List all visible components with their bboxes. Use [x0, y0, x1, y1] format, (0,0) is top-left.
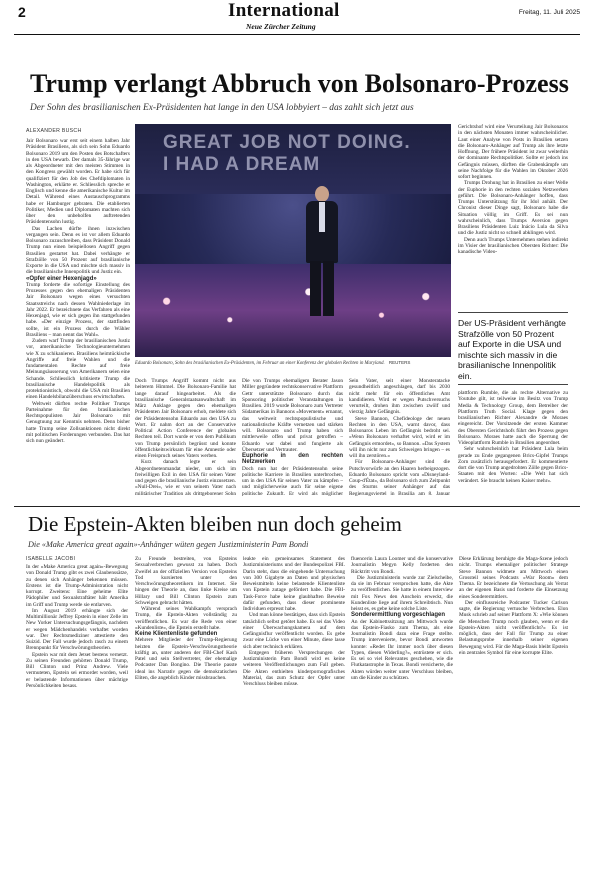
article2-paragraph: leakte ein gemeinsames Statement des Justizministeriums und der Bundespolizei FBI. Darin steht, dass die eingehende Untersuchung von 300 Gigabyte an Daten und physischen Beweismitteln keine belastende Klientenliste von Epstein zutage gefördert habe. Die FBI-Task-Force habe keine glaubhaften Beweise dafür gefunden, dass dieser prominente Individuen erpresst habe. — [243, 556, 345, 612]
article2-paragraph: Im August 2019 erhängte sich der Multimillionär Jeffrey Epstein in einer Zelle im New Yorker Untersuchungsgefängnis, nachdem er wegen Mädchenhandels verhaftet worden war. Der Rechtsmediziner attestierte den Suizid. Der Fall wurde jedoch rasch zu einem Brennpunkt für Verschwörungstheorien. — [26, 607, 128, 652]
speaker-figure — [303, 186, 341, 316]
crowd-lights — [135, 264, 451, 357]
article2-paragraph: Zu Freunde bestreiten, von Epsteins Sexualverbrechen gewusst zu haben. Doch Zweifel an der offiziellen Version von Epsteins Tod kursierten unter den Verschwörungstheoretikern im Internet. Sie hingen der Theorie an, dass linke Kreise um Hillary und Bill Clinton Epstein zum Schweigen gebracht hätten. — [135, 556, 237, 606]
article1-subhead: Der Sohn des brasilianischen Ex-Präsidenten hat lange in den USA lobbyiert – das zahlt sich jetzt aus — [30, 103, 414, 113]
masthead-rule — [14, 34, 580, 35]
newspaper-name: Neue Zürcher Zeitung — [246, 22, 316, 31]
article1-paragraph: Jair Bolsonaro war erst seit einem halben Jahr Präsident Brasiliens, als sich sein Sohn Eduardo Bolsonaro 2019 um den Posten des Botschafters in den USA bewarb. Der damals 35-Jährige war als Abgeordneter mit den meisten Stimmen in den Kongress gewählt worden. Er habe sich für qualifiziert für den Job des Chefdiplomaten in Washington, erklärte er. Schliesslich spreche er Englisch und kenne die amerikanische Kultur im Detail. Während eines Austauschprogramms habe er Hamburger gebraten. Die etablierten Politiker, Medien und Diplomaten machten sich über den unbeholfen auftretenden Präsidentensohn lustig. — [26, 138, 130, 226]
photo-credit: REUTERS — [388, 360, 411, 365]
article2-author: ISABELLE JACOBI — [26, 556, 76, 562]
page-number: 2 — [18, 4, 26, 20]
article1-paragraph: Zudem warf Trump der brasilianischen Justiz vor, amerikanische Technologieunternehmen wie X zu schikanieren. Brasiliens heimtückische Angriffe auf freie Wahlen und die fundamentalen Rechte auf freie Meinungsäusserung von Amerikanern seien eine Schande. Schliesslich kritisierte Trump die brasilianische Handelspolitik als protektionistisch, obwohl die USA mit Brasilien einen Handelsbilanzüberschuss erwirtschaften. — [26, 338, 130, 401]
article2-paragraph: Entgegen früheren Versprechungen der Justizministerin Pam Bondi wird es keine weiteren Veröffentlichungen zum Fall geben. Die Akten enthielten kinderpornografisches Material, das zum Schutz der Opfer unter Verschluss bleiben müsse. — [243, 649, 345, 687]
article1-headline: Trump verlangt Abbruch von Bolsonaro-Prozess — [30, 69, 569, 98]
article2-column-2 — [135, 556, 237, 864]
article1-paragraph: Die von Trumps ehemaligem Berater Jason Miller gegründete rechtskonservative Plattform Gettr unterstützte Bolsonaro durch das Sponsoring politischer Veranstaltungen in Brasilien. 2019 wurde Bolsonaro zum Vertreter Südamerikas in Bannons «Movement» ernannt, das weltweit rechtspopulistische und nationalistische Kräfte vernetzen und stärken will. Bolsonaro und Trump haben sich mittlerweile offen und privat getroffen – Eduardo war dabei und fungierte als Übersetzer und Vertrauter. — [242, 378, 343, 453]
article1-column-5-bottom — [458, 390, 568, 496]
screen-slogan: GREAT JOB NOT DOING. I HAD A DREAM — [163, 132, 411, 175]
article1-paragraph: Für Bolsonaro-Anhänger sind die Putschvorwürfe an den Haaren herbeigezogen. Eduardo Bolsonaro spricht vom «Disneyland-Coup-d'État», da Bolsonaro sich zum Zeitpunkt des Sturms seiner Anhänger auf das Regierungsviertel in Brasilia am 8. Januar — [349, 459, 450, 496]
section-title: International — [228, 0, 340, 21]
article1-paragraph: Doch Trumps Angriff kommt nicht aus heiterem Himmel. Die Bolsonaro-Familie hat lange darauf hingearbeitet. Als die brasilianische Generalstaatsanwaltschaft im März Anklage gegen den ehemaligen Präsidenten Jair Bolsonaro erhob, meldete sich der Präsidentensohn Eduardo aus den USA zu Wort. Er nahm dort an der Conservative Political Action Conference der globalen Rechten teil. Dort wurde er von dem Publikum von Trump persönlich begrüsst und konnte öffentlichkeitswirksam für eine Amnestie oder einen Freispruch seines Vaters werben. — [135, 378, 236, 459]
article1-paragraph: Denn auch Trumps Unternehmen stehen indirekt im Visier der brasilianischen Obersten Richter: Die kanadische Video- — [458, 236, 568, 255]
article1-paragraph: Sehr wahrscheinlich hat Präsident Lula beim gerade zu Ende gegangenen Brics-Gipfel Trumps Zorn zusätzlich herausgefordert. Er kommentierte dort die von Trump angedrohten Zölle gegen Brics-Staaten mit den Worten: «Die Welt hat sich verändert. Sie braucht keinen Kaiser mehr». — [458, 446, 568, 484]
article1-paragraph: Kurz danach legte er sein Abgeordnetenmandat nieder, um sich im freiwilligen Exil in den USA für seinen Vater und gegen die brasilianische Justiz einzusetzen. «Null-Drei», wie er von seinem Vater nach militärischer Tradition als drittgeborener Sohn — [135, 459, 236, 496]
article2-column-3 — [243, 556, 345, 864]
article1-paragraph: Trump forderte die sofortige Einstellung des Prozesses gegen den ehemaligen Präsidenten Jair Bolsonaro wegen eines versuchten Staatsstreichs nach dessen Wahlniederlage im Jahr 2022. Er bezeichnete das Verfahren als eine Hexenjagd, wie er sich gegen ihn stattgefunden habe. «Der einzige Prozess, der stattfinden sollte, ist ein Prozess durch die Wähler Brasiliens – man nennt das Wahl». — [26, 281, 130, 338]
article2-paragraph: Die Justizministerin wurde zur Zielscheibe, da sie im Februar versprochen hatte, die Akte zu veröffentlichen. Sie hatte in einem Interview mit Fox News den Anschein erweckt, die Kundenliste liege auf ihrem Schreibtisch. Nun heisst es, es gebe keine solche Liste. — [351, 574, 453, 612]
article1-column-3 — [242, 378, 343, 496]
article1-subheading-euphorie: Euphorie in den rechten Netzwerken — [242, 453, 343, 466]
article1-paragraph: plattform Rumble, die als rechte Alternative zu Youtube gilt, ist teilweise im Besitz von Trump Media & Technology Group, dem Betreiber der Plattform Truth Social. Klage gegen den brasilianischen Richter Alexandre de Moraes eingereicht. Der Vorsitzende der ersten Kammer des Obersten Gerichtshofs führt den Prozess gegen Bolsonaro. Moraes hatte auch die Sperrung der Videoplattform Rumble in Brasilien angeordnet. — [458, 390, 568, 446]
article2-subhead: Die «Make America great again»-Anhänger wüten gegen Justizministerin Pam Bondi — [28, 540, 309, 549]
article1-column-4 — [349, 378, 450, 496]
article2-paragraph: Und man könne bestätigen, dass sich Epstein tatsächlich selbst getötet habe. Es sei das Video einer Überwachungskamera auf dem Gefängnisflur veröffentlicht worden. Es gebe zwar eine Lücke von einer Minute, diese lasse sich aber technisch erklären. — [243, 612, 345, 650]
issue-date: Freitag, 11. Juli 2025 — [518, 9, 580, 16]
article2-subheading-sonderermittlung: Sonderermittlung vorgeschlagen — [351, 612, 446, 619]
article2-paragraph: fluencerin Laura Loomer und die konservative Journalistin Megyn Kelly forderten den Rücktritt von Bondi. — [351, 556, 453, 575]
caption-text: Eduardo Bolsonaro, Sohn des brasilianischen Ex-Präsidenten, im Februar an einer Konferenz der globalen Rechten in Maryland. — [135, 361, 385, 366]
pull-quote-rule-top — [458, 312, 568, 313]
article2-paragraph: Diese Erklärung beruhigte die Maga-Szene jedoch nicht. Trumps ehemaliger politischer Stratege Steve Bannon widmete am Mittwoch einen Grossteil seines Podcasts «War Room» dem Thema. Er bezeichnete die Vertuschung als Verrat an der eigenen Basis und forderte die Einsetzung eines Sonderermittlers. — [459, 556, 568, 600]
article2-paragraph: Während seines Wahlkampfs versprach Trump, die Epstein-Akten vollständig zu veröffentlichen. Es war die Rede von einer «Kundenliste», die Epstein erstellt habe. — [135, 606, 237, 631]
article2-subheading-klientenliste: Keine Klientenliste gefunden — [135, 631, 218, 637]
article1-paragraph: Das Lachen dürfte ihnen inzwischen vergangen sein. Denn es ist vor allem Eduardo Bolsonaro zuzuschreiben, dass Präsident Donald Trump nun einen beispiellosen Angriff gegen Brasilien gestartet hat. Dabei verhängte er Strafzölle von 50 Prozent auf brasilianische Exporte in die USA und mischte sich massiv in die brasilianische Innenpolitik und Justiz ein. — [26, 225, 130, 276]
article2-column-4 — [351, 556, 453, 864]
article1-photo-caption — [135, 360, 451, 367]
article2-paragraph: In der «Make America great again»-Bewegung von Donald Trump gibt es zwei Glaubenssätze, zu denen sich Anhänger bekennen müssen. Erstens ist die Trump-Administration nicht korrupt. Zweitens: Eine geheime Elite Pädophiler und Sexualstraftäter hält Amerika im Griff und Trump werde sie entlarven. — [26, 564, 128, 608]
article1-subheading-hexenjagd: «Opfer einer Hexenjagd» — [26, 275, 97, 282]
article2-headline: Die Epstein-Akten bleiben nun doch geheim — [28, 512, 402, 536]
article1-paragraph: Doch nun hat der Präsidentensohn seine politische Karriere in Brasilien unterbrochen, um in den USA für seinen Vater zu kämpfen – und möglicherweise auch für seine eigene politische Zukunft. Er wird als möglicher — [242, 465, 343, 496]
article2-paragraph: Mehrere Mitglieder der Trump-Regierung heizten die Epstein-Verschwörungstheorie kräftig an, unter anderen der FBI-Chef Kash Patel und sein Stellvertreter, der ehemalige Podcaster Dan Bongino. Die Theorie passte ideal ins Narrativ gegen die demokratischen Eliten, die angeblich Kinder missbrauchen. — [135, 637, 237, 681]
pull-quote: Der US-Präsident verhängte Strafzölle von 50 Prozent auf Exporte in die USA und mischte sich massiv in die brasilianische Innenpolitik ein. — [458, 318, 566, 381]
article2-paragraph: An der Kabinettssitzung am Mittwoch wurde das Epstein-Fiasko zum Thema, als eine Journalistin Bondi dazu eine Frage stellte. Trump intervenierte, bevor Bondi antworten konnte: «Redet Ihr immer noch über diesen Typen, diesen Widerling?», entrüstete er sich. Es sei so viel Relevantes geschehen, wie die Flutkatastrophe in Texas. Bondi versicherte, die Akten würden weiter unter Verschluss bleiben, um die Kinder zu schützen. — [351, 618, 453, 681]
article2-column-5 — [459, 556, 568, 864]
article-divider — [14, 506, 580, 507]
article1-paragraph: Gerichtshof wird eine Verurteilung Jair Bolsonaros in den nächsten Monaten immer wahrscheinlicher. Laut einer Analyse von Posts in Brasilien setzen die Bolsonaro-Anhänger auf Trump als ihre letzte Hoffnung. Der frühere Präsident ist zwar weiterhin der dominante Rechtspolitiker. Sollte er jedoch ins Gefängnis müssen, dürften die Grabenkämpfe um seine Nachfolge für die Wahlen im Oktober 2026 sofort beginnen. — [458, 124, 568, 180]
article2-paragraph: Der einflussreiche Podcaster Tucker Carlson sagte, die Regierung vertusche Verbrechen. Elon Musk schrieb auf seiner Plattform X: «Wie können die Menschen Trump noch glauben, wenn er die Epstein-Akten nicht veröffentlicht?» Es ist möglich, dass der Fall für Trump zu einer Belastungsprobe innerhalb seiner eigenen Bewegung wird. Für die Maga-Basis bleibt Epstein ein zentrales Symbol für eine korrupte Elite. — [459, 599, 568, 656]
article2-column-1 — [26, 564, 128, 864]
article1-paragraph: Sein Vater, seit einer Monsteratacke gesundheitlich angeschlagen, darf bis 2030 nicht mehr für ein öffentliches Amt kandidieren. Wird er wegen Putschversuchs verurteilt, drohen ihm zwischen zwölf und vierzig Jahre Gefängnis. — [349, 378, 450, 416]
article1-paragraph: Weltweit dürften rechte Politiker Trumps Parteinahme für den brasilianischen Rechtspopulisten Jair Bolsonaro mit Genugtuung zur Kenntnis nehmen. Denn bisher hatte Trump seine Zollsanktionen nicht direkt mit politischen Forderungen verbunden. Das hat sich nun geändert. — [26, 400, 130, 444]
article1-column-5-top — [458, 124, 568, 302]
article1-column-2 — [135, 378, 236, 496]
article1-photo — [135, 124, 451, 357]
article2-paragraph: Epstein war mit dem Jetset bestens vernetzt. Zu seinen Freunden gehörten Donald Trump, Bill Clinton und Prinz Andrew. Viele vermuteten, Epstein sei ermordet worden, weil er belastende Informationen über mächtige Persönlichkeiten besass. — [26, 651, 128, 689]
article1-column-1 — [26, 138, 130, 495]
article1-paragraph: Steve Bannon, Chefideologe der neuen Rechten in den USA, warnt davor, dass Bolsonaros Leben im Gefängnis bedroht sei. «Wenn Bolsonaro verhaftet wird, wird er im Gefängnis ermordet», so Bannon. «Das System will ihn nicht nur zum Schweigen bringen – es will ihn zerstören.» — [349, 415, 450, 459]
article1-paragraph: Trumps Drohung hat in Brasilien zu einer Welle der Euphorie in den rechten sozialen Netzwerken geführt. Die Bolsonaro-Anhänger hoffen, dass Trumps Unterstützung für ihr Idol anhält. Der Chronist dieser Dinge sagt, Bolsonaro habe die Situation völlig im Griff. Es sei nun wahrscheinlich, dass Trumps Aversion gegen Brasiliens Präsidenten Luiz Inácio Lula da Silva und die Justiz nicht so schnell abklingen wird. — [458, 180, 568, 237]
pull-quote-rule-bottom — [458, 384, 568, 385]
article1-author: ALEXANDER BUSCH — [26, 128, 82, 134]
